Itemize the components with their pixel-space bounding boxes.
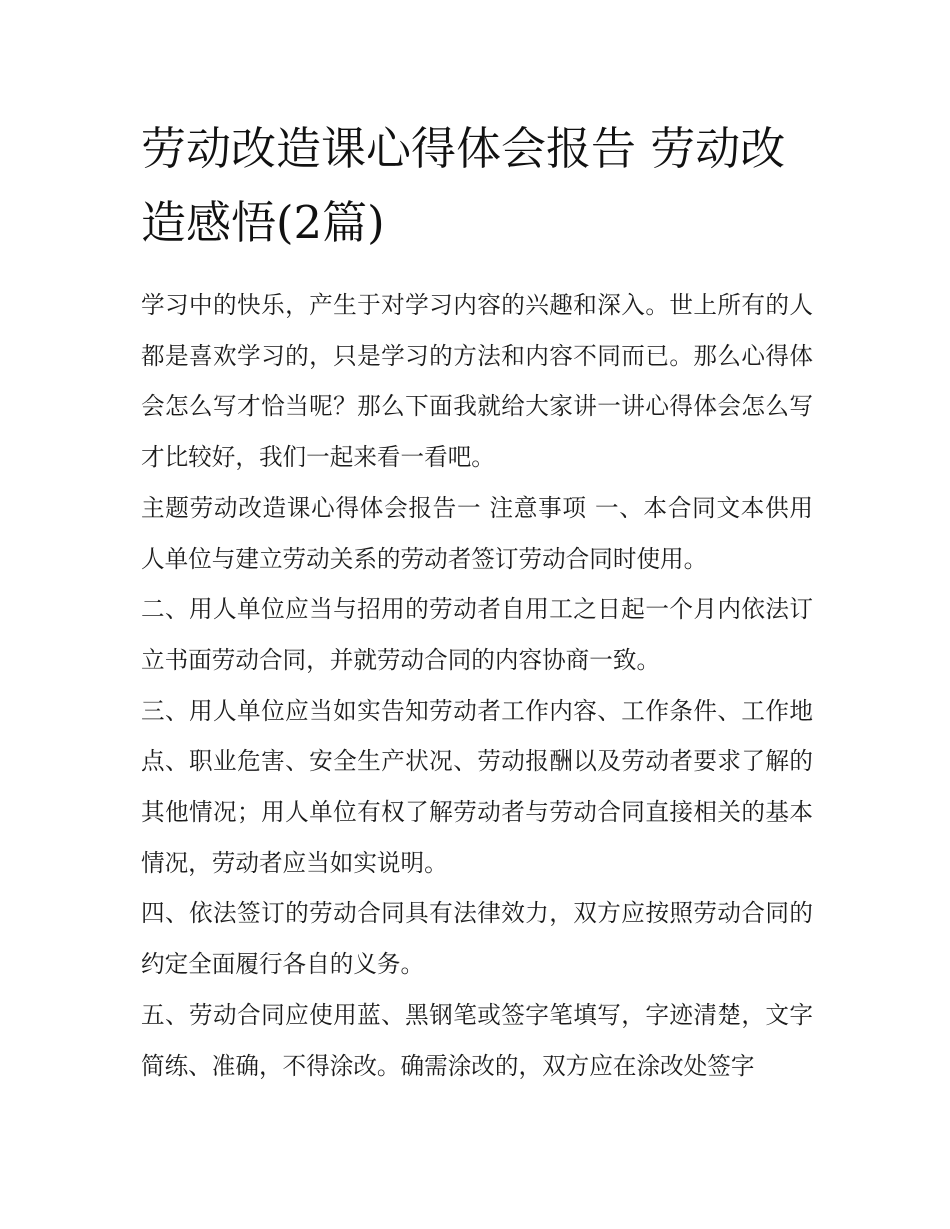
document-title: 劳动改造课心得体会报告 劳动改造感悟(2篇) [141, 122, 786, 249]
paragraph-intro: 学习中的快乐，产生于对学习内容的兴趣和深入。世上所有的人都是喜欢学习的，只是学习的方法和内容不同而已。那么心得体会怎么写才恰当呢？那么下面我就给大家讲一讲心得体会怎么写才比较好，我们一起来看一看吧。 [141, 291, 813, 472]
paragraph-notice-3: 三、用人单位应当如实告知劳动者工作内容、工作条件、工作地点、职业危害、安全生产状况、劳动报酬以及劳动者要求了解的其他情况；用人单位有权了解劳动者与劳动合同直接相关的基本情况，劳动者应当如实说明。 [141, 696, 813, 877]
paragraph-notice-1: 主题劳动改造课心得体会报告一 注意事项 一、本合同文本供用人单位与建立劳动关系的劳动者签订劳动合同时使用。 [141, 493, 813, 573]
document-body [141, 280, 813, 1091]
paragraph-notice-2: 二、用人单位应当与招用的劳动者自用工之日起一个月内依法订立书面劳动合同，并就劳动合同的内容协商一致。 [141, 595, 813, 674]
paragraph-notice-5: 五、劳动合同应使用蓝、黑钢笔或签字笔填写，字迹清楚，文字简练、准确，不得涂改。确需涂改的，双方应在涂改处签字 [141, 1000, 813, 1080]
paragraph-notice-4: 四、依法签订的劳动合同具有法律效力，双方应按照劳动合同的约定全面履行各自的义务。 [141, 899, 813, 979]
document-page [141, 112, 813, 1091]
